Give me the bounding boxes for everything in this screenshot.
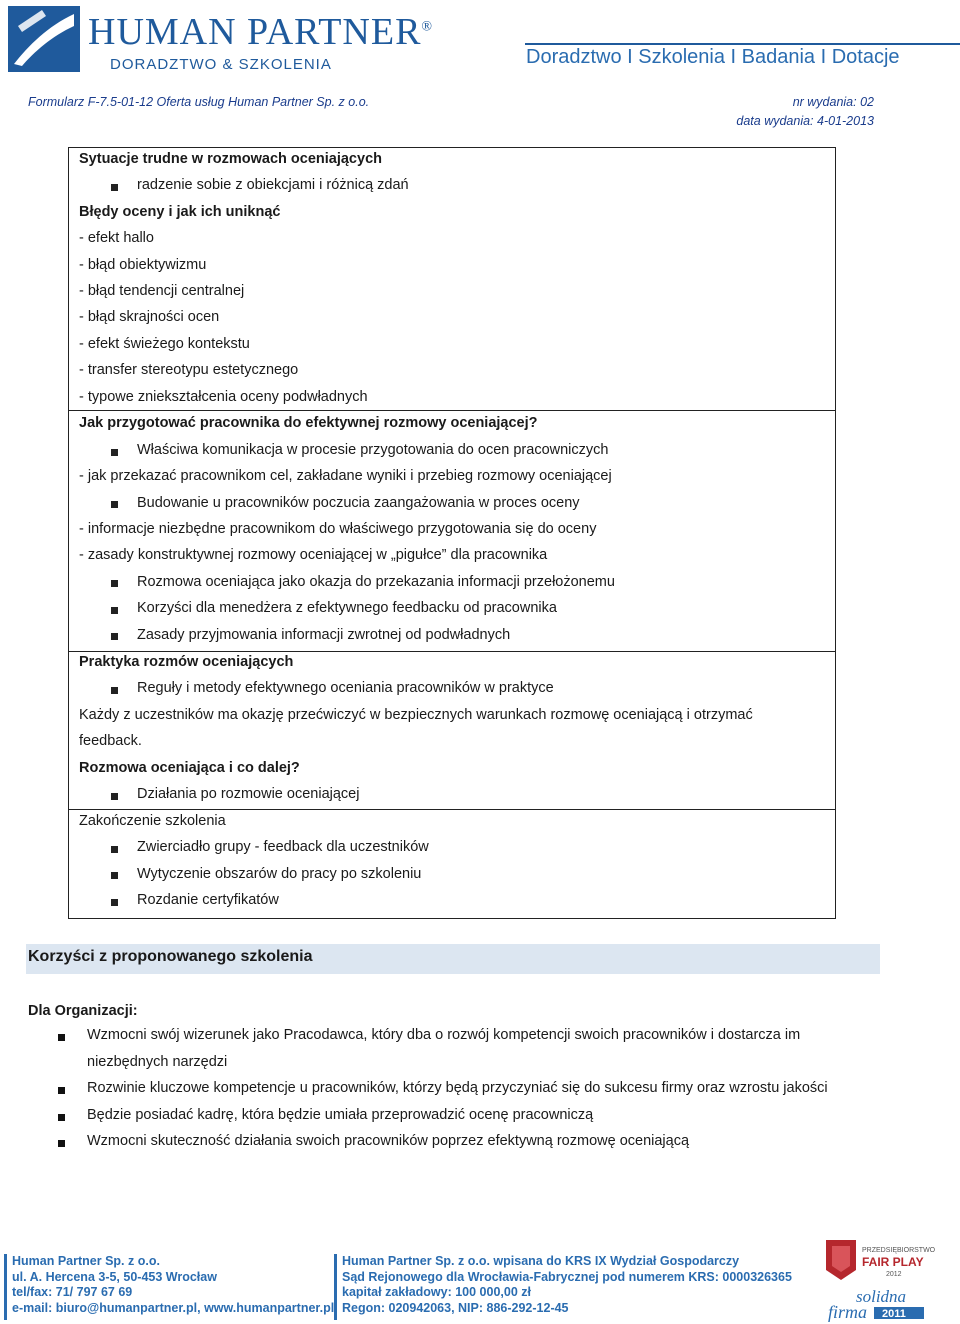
- program-item: Rozmowa oceniająca jako okazja do przekazania informacji przełożonemu: [137, 574, 615, 590]
- program-item: Właściwa komunikacja w procesie przygotowania do ocen pracowniczych: [137, 442, 609, 458]
- benefit-item: Rozwinie kluczowe kompetencje u pracowników, którzy będą przyczyniać się do sukcesu firmy oraz wzrostu jakości: [87, 1080, 828, 1096]
- footer-phone: tel/fax: 71/ 797 67 69: [12, 1285, 133, 1299]
- square-bullet-icon: [111, 633, 118, 640]
- program-box: [68, 147, 836, 919]
- square-bullet-icon: [58, 1140, 65, 1147]
- square-bullet-icon: [58, 1034, 65, 1041]
- program-item: - zasady konstruktywnej rozmowy oceniającej w „pigułce” dla pracownika: [79, 547, 548, 563]
- footer-accent-bar: [4, 1254, 7, 1320]
- solidna-firma-badge: [826, 1288, 926, 1320]
- section-header-bar: [26, 944, 880, 974]
- program-item: Każdy z uczestników ma okazję przećwiczyć w bezpiecznych warunkach rozmowę oceniającą i otrzymać: [79, 707, 753, 723]
- square-bullet-icon: [111, 899, 118, 906]
- program-heading: Jak przygotować pracownika do efektywnej rozmowy oceniającej?: [79, 415, 538, 431]
- footer-address: ul. A. Hercena 3-5, 50-453 Wrocław: [12, 1269, 217, 1284]
- program-item: - błąd obiektywizmu: [79, 257, 207, 273]
- program-item: - błąd skrajności ocen: [79, 309, 220, 325]
- program-item: Budowanie u pracowników poczucia zaangażowania w proces oceny: [137, 495, 580, 511]
- row-divider: [69, 410, 835, 411]
- benefit-item: Będzie posiadać kadrę, która będzie umiała przeprowadzić ocenę pracowniczą: [87, 1107, 594, 1123]
- footer-email-web: e-mail: biuro@humanpartner.pl, www.humanpartner.pl: [12, 1300, 335, 1315]
- square-bullet-icon: [111, 793, 118, 800]
- fair-play-text: FAIR PLAY: [862, 1255, 924, 1269]
- program-heading: Zakończenie szkolenia: [79, 813, 226, 829]
- solidna-text: solidna: [856, 1287, 907, 1306]
- edition-date: data wydania: 4-01-2013: [736, 114, 874, 128]
- square-bullet-icon: [111, 872, 118, 879]
- square-bullet-icon: [111, 687, 118, 694]
- section-title: Korzyści z proponowanego szkolenia: [28, 948, 313, 965]
- program-heading: Błędy oceny i jak ich uniknąć: [79, 204, 281, 220]
- org-heading: Dla Organizacji:: [28, 1003, 138, 1019]
- square-bullet-icon: [111, 846, 118, 853]
- square-bullet-icon: [111, 184, 118, 191]
- fair-play-year: 2012: [886, 1271, 902, 1278]
- fair-play-badge: [826, 1240, 936, 1292]
- company-logo: [8, 6, 434, 73]
- square-bullet-icon: [58, 1114, 65, 1121]
- firma-year: 2011: [882, 1308, 906, 1320]
- program-item: - informacje niezbędne pracownikom do właściwego przygotowania się do oceny: [79, 521, 597, 537]
- edition-number: nr wydania: 02: [792, 95, 874, 109]
- program-heading: Rozmowa oceniająca i co dalej?: [79, 760, 300, 776]
- program-item: - jak przekazać pracownikom cel, zakładane wyniki i przebieg rozmowy oceniającej: [79, 468, 612, 484]
- program-item: Działania po rozmowie oceniającej: [137, 786, 360, 802]
- logo-mark-icon: [8, 6, 80, 72]
- program-item: Korzyści dla menedżera z efektywnego feedbacku od pracownika: [137, 600, 557, 616]
- program-item: Reguły i metody efektywnego oceniania pracowników w praktyce: [137, 680, 554, 696]
- logo-subtitle: DORADZTWO & SZKOLENIA: [110, 56, 332, 73]
- program-item: - błąd tendencji centralnej: [79, 283, 245, 299]
- logo-name: HUMAN PARTNER®: [88, 11, 434, 53]
- program-item: Wytyczenie obszarów do pracy po szkoleniu: [137, 866, 422, 882]
- program-item: - typowe zniekształcenia oceny podwładnych: [79, 389, 368, 405]
- benefit-item: Wzmocni swój wizerunek jako Pracodawca, który dba o rozwój kompetencji swoich pracowników i dostarcza im: [87, 1027, 801, 1043]
- footer-regon-nip: Regon: 020942063, NIP: 886-292-12-45: [342, 1300, 569, 1315]
- footer-court: Sąd Rejonowego dla Wrocławia-Fabrycznej pod numerem KRS: 0000326365: [342, 1269, 792, 1284]
- footer-capital: kapitał zakładowy: 100 000,00 zł: [342, 1285, 531, 1299]
- page-footer: [0, 1240, 960, 1324]
- program-heading: Sytuacje trudne w rozmowach oceniających: [79, 151, 382, 167]
- row-divider: [69, 809, 835, 810]
- program-item: Zasady przyjmowania informacji zwrotnej od podwładnych: [137, 627, 511, 643]
- header-tagline: Doradztwo I Szkolenia I Badania I Dotacje: [526, 46, 900, 68]
- footer-contact: [12, 1254, 334, 1316]
- program-item: - efekt hallo: [79, 230, 154, 246]
- document-reference: Formularz F-7.5-01-12 Oferta usług Human Partner Sp. z o.o.: [28, 95, 370, 109]
- program-item: - transfer stereotypu estetycznego: [79, 362, 299, 378]
- footer-krs: Human Partner Sp. z o.o. wpisana do KRS IX Wydział Gospodarczy: [342, 1254, 740, 1268]
- square-bullet-icon: [111, 607, 118, 614]
- square-bullet-icon: [111, 580, 118, 587]
- footer-company: Human Partner Sp. z o.o.: [12, 1254, 160, 1268]
- footer-accent-bar: [334, 1254, 337, 1320]
- program-item: - efekt świeżego kontekstu: [79, 336, 250, 352]
- benefit-item: Wzmocni skuteczność działania swoich pracowników poprzez efektywną rozmowę oceniającą: [87, 1133, 690, 1149]
- footer-registration: [342, 1254, 792, 1316]
- firma-text: firma: [828, 1302, 868, 1322]
- benefit-item-continuation: niezbędnych narzędzi: [87, 1054, 228, 1070]
- square-bullet-icon: [111, 501, 118, 508]
- program-item: Rozdanie certyfikatów: [137, 892, 279, 908]
- program-item: feedback.: [79, 733, 142, 749]
- program-item: radzenie sobie z obiekcjami i różnicą zdań: [137, 177, 409, 193]
- program-heading: Praktyka rozmów oceniających: [79, 654, 294, 670]
- square-bullet-icon: [58, 1087, 65, 1094]
- row-divider: [69, 651, 835, 652]
- square-bullet-icon: [111, 449, 118, 456]
- header-rule: [525, 43, 960, 45]
- fair-play-small-text: PRZEDSIĘBIORSTWO: [862, 1247, 936, 1254]
- program-item: Zwierciadło grupy - feedback dla uczestników: [137, 839, 429, 855]
